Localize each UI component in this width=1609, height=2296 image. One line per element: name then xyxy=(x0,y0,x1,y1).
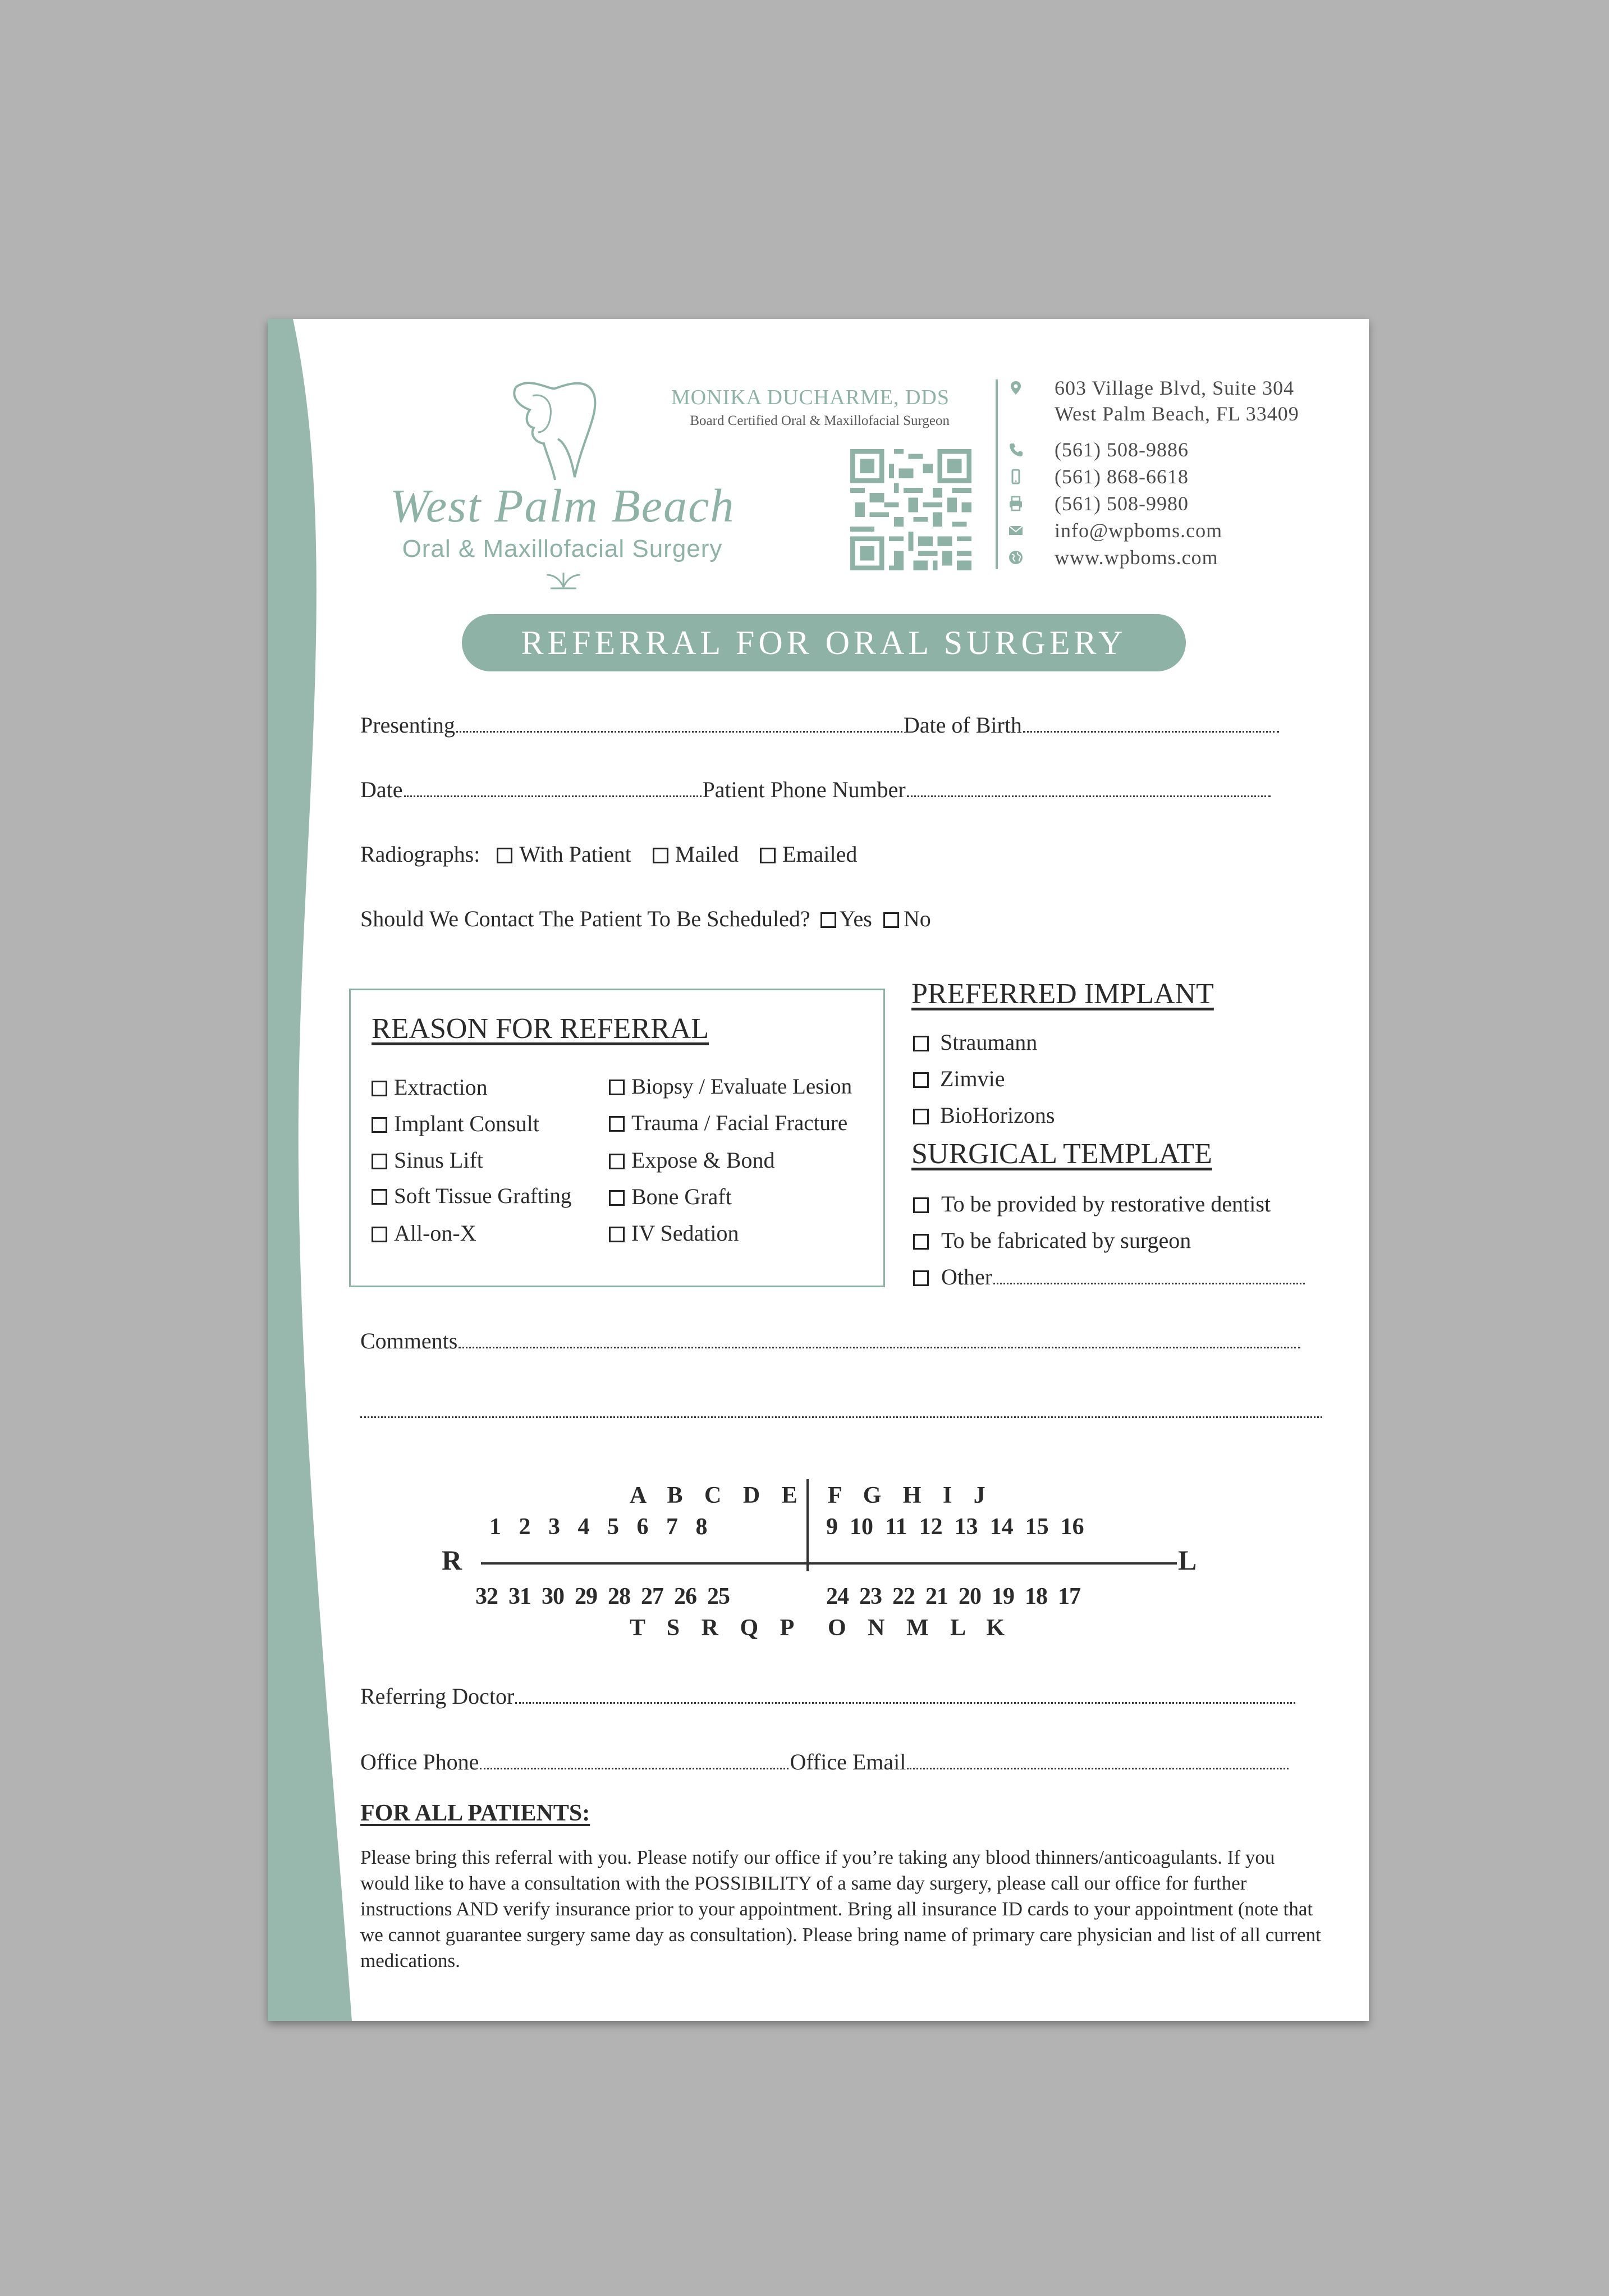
form-title-banner: REFERRAL FOR ORAL SURGERY xyxy=(462,614,1186,671)
biopsy-label: Biopsy / Evaluate Lesion xyxy=(631,1074,852,1099)
restorative-label: To be provided by restorative dentist xyxy=(941,1191,1271,1216)
implant-zimvie[interactable] xyxy=(913,1065,1005,1092)
upper-left-letters: F G H I J xyxy=(828,1483,993,1508)
all-on-x-label: All-on-X xyxy=(394,1220,476,1246)
sinus-lift-label: Sinus Lift xyxy=(394,1147,483,1173)
no-checkbox[interactable] xyxy=(883,912,899,928)
yes-label: Yes xyxy=(839,906,872,931)
comments-label: Comments xyxy=(360,1328,458,1353)
reason-all-on-x[interactable] xyxy=(372,1220,476,1246)
globe-icon xyxy=(1007,549,1024,566)
straumann-label: Straumann xyxy=(940,1030,1038,1055)
practice-subtitle: Oral & Maxillofacial Surgery xyxy=(402,535,723,562)
referral-form-sheet xyxy=(268,319,1369,2021)
zimvie-checkbox[interactable] xyxy=(913,1072,929,1088)
comments-line-2[interactable] xyxy=(360,1416,1322,1418)
lower-right-numbers: 32 31 30 29 28 27 26 25 xyxy=(475,1584,730,1609)
office-phone-field[interactable] xyxy=(360,1749,1369,1775)
patient-phone-label: Patient Phone Number xyxy=(702,777,906,802)
presenting-field[interactable] xyxy=(360,712,1369,738)
surgeon-label: To be fabricated by surgeon xyxy=(941,1228,1191,1253)
mobile-icon xyxy=(1007,468,1024,485)
other-field[interactable] xyxy=(993,1283,1305,1284)
lower-left-letters: O N M L K xyxy=(828,1615,1013,1641)
location-icon xyxy=(1007,379,1024,396)
reason-expose-bond[interactable] xyxy=(609,1147,775,1173)
surgeon-checkbox[interactable] xyxy=(913,1234,929,1250)
tooth-face-logo-icon xyxy=(499,376,600,483)
reason-trauma[interactable] xyxy=(609,1110,847,1136)
no-label: No xyxy=(903,906,931,931)
template-surgeon[interactable] xyxy=(913,1227,1191,1254)
for-all-patients-heading: FOR ALL PATIENTS: xyxy=(360,1800,590,1826)
address-line-1: 603 Village Blvd, Suite 304 xyxy=(1055,377,1295,399)
bone-graft-checkbox[interactable] xyxy=(609,1190,625,1206)
with-patient-checkbox[interactable] xyxy=(497,848,512,863)
restorative-checkbox[interactable] xyxy=(913,1197,929,1213)
date-field[interactable] xyxy=(360,776,1369,803)
office-email-field[interactable] xyxy=(907,1768,1289,1769)
doctor-name: MONIKA DUCHARME, DDS xyxy=(671,386,950,409)
iv-sedation-checkbox[interactable] xyxy=(609,1227,625,1242)
reason-sinus-lift[interactable] xyxy=(372,1147,483,1173)
doctor-credentials: Board Certified Oral & Maxillofacial Surgeon xyxy=(690,413,950,428)
reason-biopsy[interactable] xyxy=(609,1074,852,1099)
dob-label: Date of Birth xyxy=(903,712,1022,738)
office-phone-label: Office Phone xyxy=(360,1749,479,1774)
fax-number: (561) 508-9980 xyxy=(1055,492,1189,515)
website-url[interactable]: www.wpboms.com xyxy=(1055,546,1218,569)
extraction-label: Extraction xyxy=(394,1074,488,1100)
tooth-chart-vertical-line xyxy=(806,1479,809,1571)
mobile-number: (561) 868-6618 xyxy=(1055,465,1189,488)
soft-tissue-checkbox[interactable] xyxy=(372,1189,387,1205)
biohorizons-label: BioHorizons xyxy=(940,1103,1055,1128)
leaf-ornament-icon xyxy=(544,570,583,591)
referring-doctor-field[interactable] xyxy=(360,1683,1369,1709)
upper-right-letters: A B C D E xyxy=(630,1483,805,1508)
with-patient-label: With Patient xyxy=(519,841,631,867)
upper-right-numbers: 1 2 3 4 5 6 7 8 xyxy=(489,1514,708,1540)
implant-straumann[interactable] xyxy=(913,1029,1037,1055)
soft-tissue-label: Soft Tissue Grafting xyxy=(394,1184,572,1208)
other-label: Other xyxy=(941,1264,993,1289)
dob-field[interactable] xyxy=(1023,731,1279,733)
sinus-lift-checkbox[interactable] xyxy=(372,1154,387,1169)
office-email-label: Office Email xyxy=(790,1749,906,1774)
tooth-chart-horizontal-line xyxy=(481,1562,1177,1565)
other-checkbox[interactable] xyxy=(913,1270,929,1286)
extraction-checkbox[interactable] xyxy=(372,1081,387,1096)
reason-bone-graft[interactable] xyxy=(609,1183,732,1210)
expose-bond-label: Expose & Bond xyxy=(631,1147,775,1173)
trauma-checkbox[interactable] xyxy=(609,1116,625,1132)
phone-icon xyxy=(1007,441,1024,458)
emailed-label: Emailed xyxy=(782,841,858,867)
phone-number: (561) 508-9886 xyxy=(1055,438,1189,461)
referring-doctor-label: Referring Doctor xyxy=(360,1684,515,1709)
patient-instructions: Please bring this referral with you. Please notify our office if you’re taking any blood thinners/anticoagulants. If you would like to have a consultation with the POSSIBILITY of a same day surgery, please call our office for further instructions AND verify insurance prior to your appointment. Bring all insurance ID cards to your appointment (note that we cannot guarantee surgery same day as consultation). Please bring name of primary care physician and list of all current medications. xyxy=(360,1846,1321,1972)
emailed-checkbox[interactable] xyxy=(760,848,776,863)
mailed-label: Mailed xyxy=(675,841,739,867)
biopsy-checkbox[interactable] xyxy=(609,1080,625,1095)
iv-sedation-label: IV Sedation xyxy=(631,1220,739,1246)
implant-consult-label: Implant Consult xyxy=(394,1111,539,1136)
qr-code-icon xyxy=(850,449,971,570)
biohorizons-checkbox[interactable] xyxy=(913,1109,929,1124)
reason-soft-tissue[interactable] xyxy=(372,1183,571,1209)
lower-right-letters: T S R Q P xyxy=(630,1615,803,1641)
patient-phone-field[interactable] xyxy=(907,795,1271,797)
contact-patient-row xyxy=(360,905,1146,932)
implant-biohorizons[interactable] xyxy=(913,1102,1055,1128)
bone-graft-label: Bone Graft xyxy=(631,1184,732,1209)
expose-bond-checkbox[interactable] xyxy=(609,1154,625,1169)
left-label: L xyxy=(1178,1544,1197,1576)
radiographs-row xyxy=(360,841,1034,867)
date-label: Date xyxy=(360,777,403,802)
address-line-2: West Palm Beach, FL 33409 xyxy=(1055,403,1299,425)
email-address[interactable]: info@wpboms.com xyxy=(1055,519,1223,542)
reason-iv-sedation[interactable] xyxy=(609,1220,739,1246)
template-restorative[interactable] xyxy=(913,1191,1271,1217)
reason-implant-consult[interactable] xyxy=(372,1110,539,1137)
reason-heading: REASON FOR REFERRAL xyxy=(372,1013,709,1045)
yes-checkbox[interactable] xyxy=(820,912,836,928)
mailed-checkbox[interactable] xyxy=(653,848,668,863)
trauma-label: Trauma / Facial Fracture xyxy=(631,1111,848,1135)
upper-left-numbers: 9 10 11 12 13 14 15 16 xyxy=(826,1514,1084,1540)
fax-icon xyxy=(1007,495,1024,512)
radiographs-label: Radiographs: xyxy=(360,841,480,867)
all-on-x-checkbox[interactable] xyxy=(372,1227,387,1242)
lower-left-numbers: 24 23 22 21 20 19 18 17 xyxy=(826,1584,1080,1609)
right-label: R xyxy=(442,1544,462,1576)
comments-field[interactable] xyxy=(360,1328,1369,1354)
implant-consult-checkbox[interactable] xyxy=(372,1117,387,1133)
contact-question-label: Should We Contact The Patient To Be Scheduled? xyxy=(360,906,810,931)
straumann-checkbox[interactable] xyxy=(913,1036,929,1051)
email-icon xyxy=(1007,522,1024,539)
presenting-label: Presenting xyxy=(360,712,455,738)
preferred-implant-heading: PREFERRED IMPLANT xyxy=(911,978,1214,1010)
zimvie-label: Zimvie xyxy=(940,1066,1005,1091)
header-divider xyxy=(996,379,998,569)
practice-name: West Palm Beach xyxy=(389,480,735,532)
reason-extraction[interactable] xyxy=(372,1074,488,1100)
template-other[interactable] xyxy=(913,1264,1306,1290)
surgical-template-heading: SURGICAL TEMPLATE xyxy=(911,1138,1212,1170)
